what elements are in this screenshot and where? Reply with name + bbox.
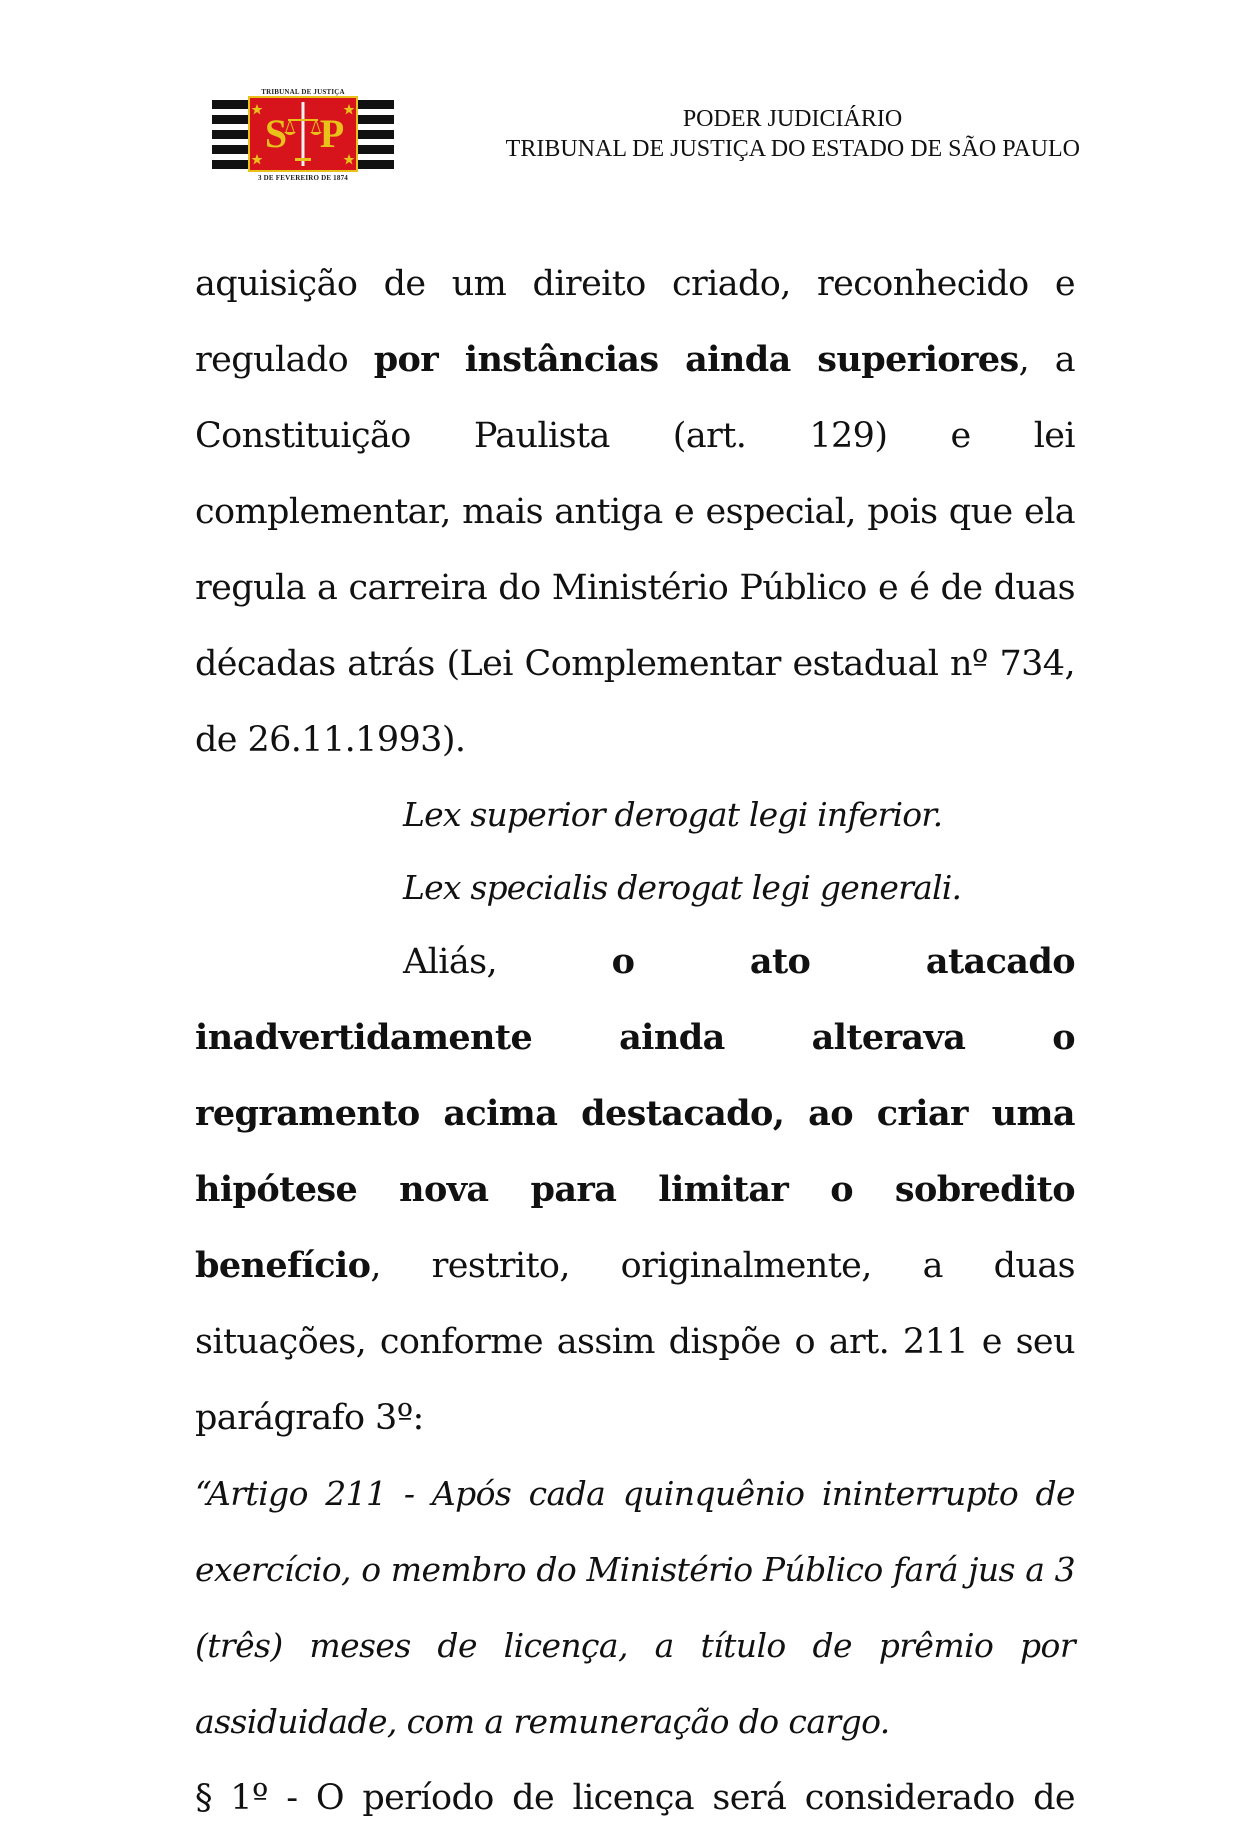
paragraph-2	[195, 924, 1075, 1456]
logo-top-text: TRIBUNAL DE JUSTIÇA	[261, 88, 345, 96]
paragraph-1-bold: por instâncias ainda superiores	[373, 339, 1019, 380]
header-line-2: TRIBUNAL DE JUSTIÇA DO ESTADO DE SÃO PAULO	[505, 136, 1080, 162]
article-211-quote: “Artigo 211 - Após cada quinquênio ininterrupto de exercício, o membro do Ministério Público fará jus a 3 (três) meses de licença, a título de prêmio por assiduidade, com a remuneração do cargo.	[195, 1474, 1075, 1741]
court-logo	[212, 88, 394, 188]
logo-bottom-text: 3 DE FEVEREIRO DE 1874	[258, 174, 348, 182]
header-line-1: PODER JUDICIÁRIO	[682, 106, 903, 132]
coat-of-arms-icon	[212, 88, 394, 188]
paragraph-2-bold: o ato atacado inadvertidamente ainda alterava o regramento acima destacado, ao criar uma hipótese nova para limitar o sobredito benefício	[195, 941, 1076, 1286]
logo-letter-s: S	[264, 111, 288, 156]
paragraph-3: § 1º - O período de licença será considerado de	[195, 1778, 1075, 1818]
paragraph-1-text-c: , a Constituição Paulista (art. 129) e lei complementar, mais antiga e especial, pois que ela regula a carreira do Ministério Público e é de duas décadas atrás (Lei Complementar estadual nº 734, de 26.11.1993).	[195, 340, 1075, 760]
latin-maxim-2: Lex specialis derogat legi generali.	[403, 868, 962, 907]
document-header	[460, 104, 1080, 164]
logo-letter-p: P	[319, 111, 345, 156]
paragraph-2-text-c: , restrito, originalmente, a duas situações, conforme assim dispõe o art. 211 e seu parágrafo 3º:	[195, 1246, 1075, 1438]
paragraph-1	[195, 246, 1075, 778]
paragraph-2-text-a: Aliás,	[403, 942, 612, 982]
latin-maxim-1: Lex superior derogat legi inferior.	[403, 795, 943, 834]
document-body	[195, 246, 1075, 1836]
paragraph-1-text-a: aquisição de um direito criado, reconhecido e regulado	[195, 264, 1075, 380]
